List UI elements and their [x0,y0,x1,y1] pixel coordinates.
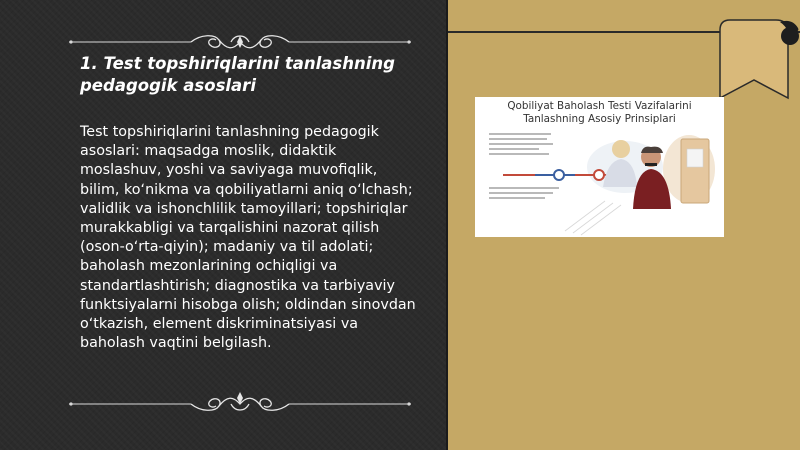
image-title-line-1: Qobiliyat Baholash Testi Vazifalarini [507,100,692,112]
slide-image [475,97,724,237]
image-title [475,100,724,126]
top-flourish-ornament-icon [69,30,411,54]
slide-title: 1. Test topshiriqlarini tanlashning pedagogik asoslari [80,54,395,95]
panel-divider [446,0,448,450]
slide-body-text: Test topshiriqlarini tanlashning pedagogik asoslari: maqsadga moslik, didaktik moslashuv, yoshi va saviyaga muvofiqlik, bilim, koʻnikma va qobiliyatlarni aniq oʻlchash; validlik va ishonchlilik tamoyillari; topshiriqlar murakkabligi va tarqalishini nazorat qilish (oson-oʻrta-qiyin); madaniy va til adolati; baholash mezonlarining ochiqligi va standartlashtirish; diagnostika va tarbiyaviy funktsiyalarni hisobga olish; oldindan sinovdan oʻtkazish, element diskriminatsiyasi va baholash vaqtini belgilash. [80,124,416,352]
image-title-line-2: Tanlashning Asosiy Prinsiplari [523,113,676,125]
image-illustration [475,127,724,237]
bottom-flourish-ornament-icon [69,390,411,414]
bookmark-ribbon-icon [718,18,800,102]
